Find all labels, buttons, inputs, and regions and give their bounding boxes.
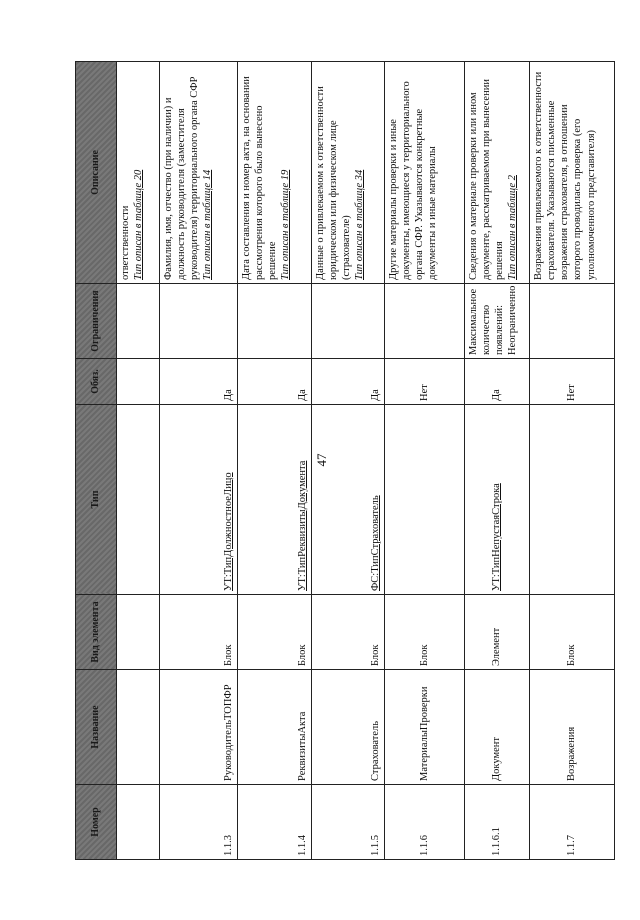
- cell-required: Да: [465, 359, 530, 405]
- cell-kind: [117, 595, 160, 670]
- table-row: [117, 62, 160, 860]
- cell-description: [530, 62, 615, 284]
- cell-type: [117, 405, 160, 595]
- table-row: [238, 62, 312, 860]
- cell-name: МатериалыПроверки: [385, 670, 465, 785]
- cell-name: Документ: [465, 670, 530, 785]
- cell-limits: [312, 284, 385, 359]
- cell-description: [117, 62, 160, 284]
- description-text: ответственности: [120, 205, 131, 280]
- table-row: [312, 62, 385, 860]
- table-container: [75, 62, 610, 860]
- cell-limits: [385, 284, 465, 359]
- cell-description: [160, 62, 238, 284]
- cell-kind: Блок: [238, 595, 312, 670]
- table-header-row: [76, 62, 117, 860]
- header-type: Тип: [76, 405, 117, 595]
- type-reference-link[interactable]: Тип описан в таблице 34: [354, 169, 366, 280]
- type-reference-link[interactable]: Тип описан в таблице 2: [507, 175, 519, 280]
- cell-number: [117, 785, 160, 860]
- cell-name: Страхователь: [312, 670, 385, 785]
- cell-number: 1.1.6: [385, 785, 465, 860]
- cell-name: РеквизитыАкта: [238, 670, 312, 785]
- type-reference-link[interactable]: Тип описан в таблице 14: [202, 169, 214, 280]
- cell-required: Нет: [530, 359, 615, 405]
- description-text: Возражения привлекаемого к ответственности страхователя. Указываются письменные возражения страхователя, в отношении которого проводилась проверка (его уполномоченного представителя): [533, 71, 597, 280]
- cell-description: [238, 62, 312, 284]
- cell-kind: Элемент: [465, 595, 530, 670]
- type-reference-link[interactable]: Тип описан в таблице 19: [280, 169, 292, 280]
- table-row: [530, 62, 615, 860]
- description-text: Данные о привлекаемом к ответственности юридическом или физическом лице (страхователе): [315, 86, 353, 280]
- header-required: Обяз.: [76, 359, 117, 405]
- cell-limits: [160, 284, 238, 359]
- cell-name: Возражения: [530, 670, 615, 785]
- table-row: [385, 62, 465, 860]
- description-text: Дата составления и номер акта, на основании рассмотрения которого было вынесено решение: [241, 76, 279, 280]
- page-number: 47: [314, 453, 329, 467]
- cell-kind: Блок: [530, 595, 615, 670]
- table-row: [465, 62, 530, 860]
- cell-description: [385, 62, 465, 284]
- header-name: Название: [76, 670, 117, 785]
- cell-required: Да: [312, 359, 385, 405]
- cell-type[interactable]: УТ:ТипДолжностноеЛицо: [160, 405, 238, 595]
- cell-number: 1.1.6.1: [465, 785, 530, 860]
- cell-limits: [117, 284, 160, 359]
- cell-kind: Блок: [385, 595, 465, 670]
- header-limits: Ограничения: [76, 284, 117, 359]
- elements-table: [75, 61, 615, 860]
- cell-type[interactable]: УТ:ТипРеквизитыДокумента: [238, 405, 312, 595]
- cell-number: 1.1.3: [160, 785, 238, 860]
- description-text: Фамилия, имя, отчество (при наличии) и должность руководителя (заместителя руководителя) территориального органа СФР: [163, 76, 201, 280]
- cell-type[interactable]: ФС:ТипСтрахователь: [312, 405, 385, 595]
- description-text: Сведения о материале проверки или ином документе, рассматриваемом при вынесении решения: [468, 79, 506, 280]
- cell-name: [117, 670, 160, 785]
- cell-number: 1.1.5: [312, 785, 385, 860]
- cell-required: Да: [238, 359, 312, 405]
- cell-limits: Максимальное количество появлений: Неограниченно: [465, 284, 530, 359]
- type-reference-link[interactable]: Тип описан в таблице 20: [133, 169, 145, 280]
- cell-kind: Блок: [160, 595, 238, 670]
- cell-description: [312, 62, 385, 284]
- cell-number: 1.1.4: [238, 785, 312, 860]
- cell-type[interactable]: УТ:ТипНепустаяСтрока: [465, 405, 530, 595]
- cell-required: [117, 359, 160, 405]
- description-text: Другие материалы проверки и иные документы, имеющиеся у территориального органа СФР. Указываются конкретные документы и иные материалы: [388, 81, 439, 280]
- cell-kind: Блок: [312, 595, 385, 670]
- cell-type: [530, 405, 615, 595]
- cell-required: Нет: [385, 359, 465, 405]
- cell-type: [385, 405, 465, 595]
- cell-limits: [238, 284, 312, 359]
- table-row: [160, 62, 238, 860]
- cell-number: 1.1.7: [530, 785, 615, 860]
- cell-description: [465, 62, 530, 284]
- cell-limits: [530, 284, 615, 359]
- header-number: Номер: [76, 785, 117, 860]
- cell-name: РуководительТОПФР: [160, 670, 238, 785]
- cell-required: Да: [160, 359, 238, 405]
- header-description: Описание: [76, 62, 117, 284]
- header-kind: Вид элемента: [76, 595, 117, 670]
